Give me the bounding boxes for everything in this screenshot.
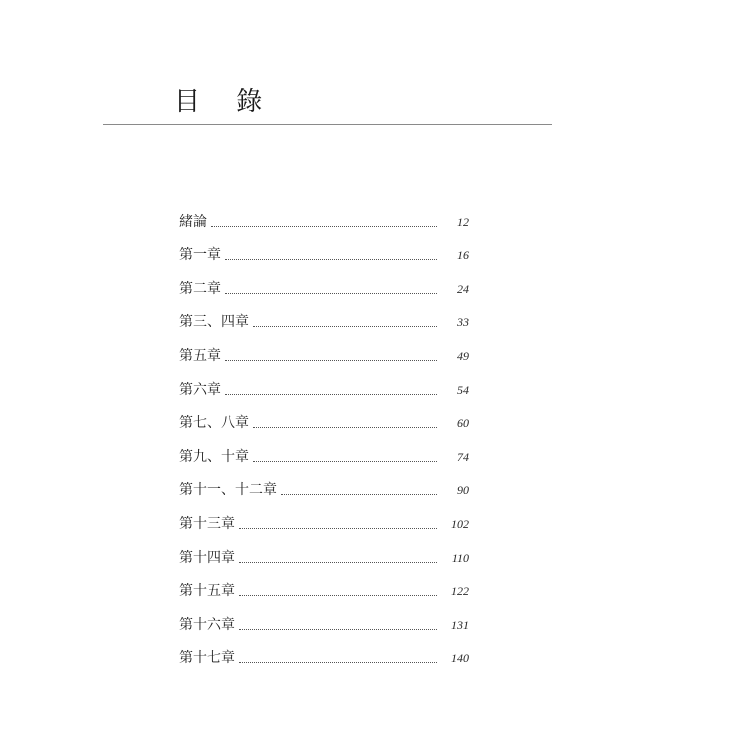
toc-page-number: 74 bbox=[457, 449, 469, 464]
toc-entry bbox=[179, 433, 469, 467]
toc-entry bbox=[179, 635, 469, 669]
toc-entry bbox=[179, 299, 469, 333]
page-title: 目 錄 bbox=[174, 87, 277, 117]
toc-entry bbox=[179, 534, 469, 568]
toc-leader-dots bbox=[253, 461, 437, 462]
toc-leader-dots bbox=[281, 494, 437, 495]
toc-entry-label: 第九、十章 bbox=[179, 448, 249, 465]
toc-leader-dots bbox=[239, 528, 437, 529]
toc-entry-label: 第一章 bbox=[179, 247, 221, 264]
toc-page-number: 54 bbox=[457, 382, 469, 397]
toc-entry-label: 第六章 bbox=[179, 381, 221, 398]
toc-entry bbox=[179, 265, 469, 299]
toc-entry-label: 第十三章 bbox=[179, 515, 235, 532]
toc-entry-label: 緒論 bbox=[179, 213, 207, 230]
toc-leader-dots bbox=[239, 662, 437, 663]
table-of-contents bbox=[179, 198, 469, 668]
toc-page-number: 102 bbox=[451, 516, 469, 531]
toc-page-number: 90 bbox=[457, 483, 469, 498]
toc-entry-label: 第十四章 bbox=[179, 549, 235, 566]
toc-entry bbox=[179, 198, 469, 232]
toc-leader-dots bbox=[225, 394, 437, 395]
toc-entry-label: 第七、八章 bbox=[179, 415, 249, 432]
toc-entry-label: 第五章 bbox=[179, 347, 221, 364]
toc-leader-dots bbox=[239, 595, 437, 596]
toc-page-number: 33 bbox=[457, 315, 469, 330]
toc-entry-label: 第十六章 bbox=[179, 616, 235, 633]
toc-entry bbox=[179, 601, 469, 635]
toc-leader-dots bbox=[253, 427, 437, 428]
toc-page-number: 12 bbox=[457, 214, 469, 229]
toc-entry-label: 第十七章 bbox=[179, 650, 235, 667]
toc-leader-dots bbox=[225, 360, 437, 361]
toc-page-number: 122 bbox=[451, 584, 469, 599]
toc-entry bbox=[179, 400, 469, 434]
toc-entry-label: 第十五章 bbox=[179, 583, 235, 600]
toc-entry-label: 第二章 bbox=[179, 280, 221, 297]
toc-page-number: 140 bbox=[451, 651, 469, 666]
toc-entry-label: 第十一、十二章 bbox=[179, 482, 277, 499]
toc-entry bbox=[179, 500, 469, 534]
toc-leader-dots bbox=[211, 226, 437, 227]
toc-leader-dots bbox=[253, 326, 437, 327]
toc-entry bbox=[179, 232, 469, 266]
toc-leader-dots bbox=[239, 629, 437, 630]
toc-leader-dots bbox=[239, 562, 437, 563]
toc-page-number: 49 bbox=[457, 348, 469, 363]
toc-entry bbox=[179, 568, 469, 602]
toc-page-number: 24 bbox=[457, 281, 469, 296]
toc-page-number: 60 bbox=[457, 416, 469, 431]
title-divider bbox=[103, 124, 552, 125]
toc-entry bbox=[179, 467, 469, 501]
toc-leader-dots bbox=[225, 259, 437, 260]
toc-entry bbox=[179, 332, 469, 366]
toc-entry bbox=[179, 366, 469, 400]
toc-page-number: 110 bbox=[451, 550, 469, 565]
toc-entry-label: 第三、四章 bbox=[179, 314, 249, 331]
toc-page-number: 131 bbox=[451, 617, 469, 632]
toc-leader-dots bbox=[225, 293, 437, 294]
toc-page-number: 16 bbox=[457, 248, 469, 263]
